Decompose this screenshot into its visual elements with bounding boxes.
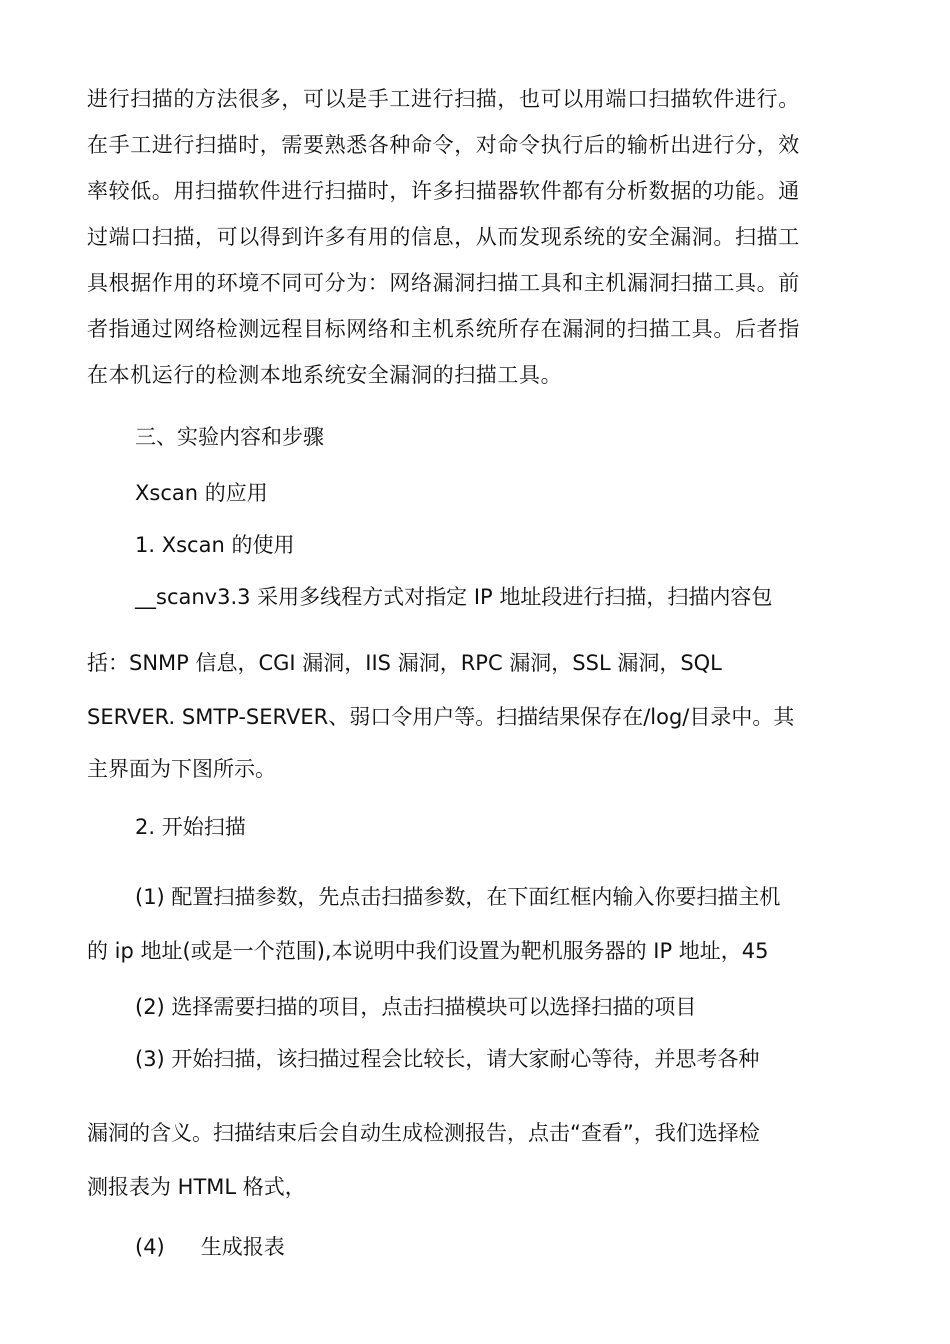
step4-text: 生成报表 <box>200 1235 285 1259</box>
item1-text-line-2: 括：SNMP 信息，CGI 漏洞，IIS 漏洞，RPC 漏洞，SSL 漏洞，SQL <box>87 651 722 675</box>
item1-text-line-1: __scanv3.3 采用多线程方式对指定 IP 地址段进行扫描，扫描内容包 <box>135 585 773 609</box>
section-heading: 三、实验内容和步骤 <box>135 425 324 449</box>
intro-line-2: 在手工进行扫描时，需要熟悉各种命令，对命令执行后的输析出进行分，效 <box>87 133 800 157</box>
step4 <box>135 1232 285 1262</box>
item1-text-line-4: 主界面为下图所示。 <box>87 757 276 781</box>
step1-line-2: 的 ip 地址(或是一个范围),本说明中我们设置为靶机服务器的 IP 地址，45 <box>87 939 769 963</box>
step3-line-2: 漏洞的含义。扫描结束后会自动生成检测报告，点击“查看”，我们选择检 <box>87 1121 760 1145</box>
step3-line-1: (3) 开始扫描，该扫描过程会比较长，请大家耐心等待，并思考各种 <box>135 1047 760 1071</box>
intro-line-1: 进行扫描的方法很多，可以是手工进行扫描，也可以用端口扫描软件进行。 <box>87 87 800 111</box>
step2: (2) 选择需要扫描的项目，点击扫描模块可以选择扫描的项目 <box>135 995 697 1019</box>
intro-line-7: 在本机运行的检测本地系统安全漏洞的扫描工具。 <box>87 363 563 387</box>
intro-line-3: 率较低。用扫描软件进行扫描时，许多扫描器软件都有分析数据的功能。通 <box>87 179 800 203</box>
intro-line-6: 者指通过网络检测远程目标网络和主机系统所存在漏洞的扫描工具。后者指 <box>87 317 800 341</box>
step4-number: (4) <box>135 1235 165 1259</box>
step1-line-1: (1) 配置扫描参数，先点击扫描参数，在下面红框内输入你要扫描主机 <box>135 885 781 909</box>
subheading: Xscan 的应用 <box>135 481 268 505</box>
item1-text-line-3: SERVER. SMTP-SERVER、弱口令用户等。扫描结果保存在/log/目录中。其 <box>87 705 795 729</box>
intro-line-4: 过端口扫描，可以得到许多有用的信息，从而发现系统的安全漏洞。扫描工 <box>87 225 800 249</box>
item2-title: 2. 开始扫描 <box>135 815 246 839</box>
step3-line-3: 测报表为 HTML 格式， <box>87 1175 306 1199</box>
item1-title: 1. Xscan 的使用 <box>135 533 295 557</box>
intro-line-5: 具根据作用的环境不同可分为：网络漏洞扫描工具和主机漏洞扫描工具。前 <box>87 271 800 295</box>
